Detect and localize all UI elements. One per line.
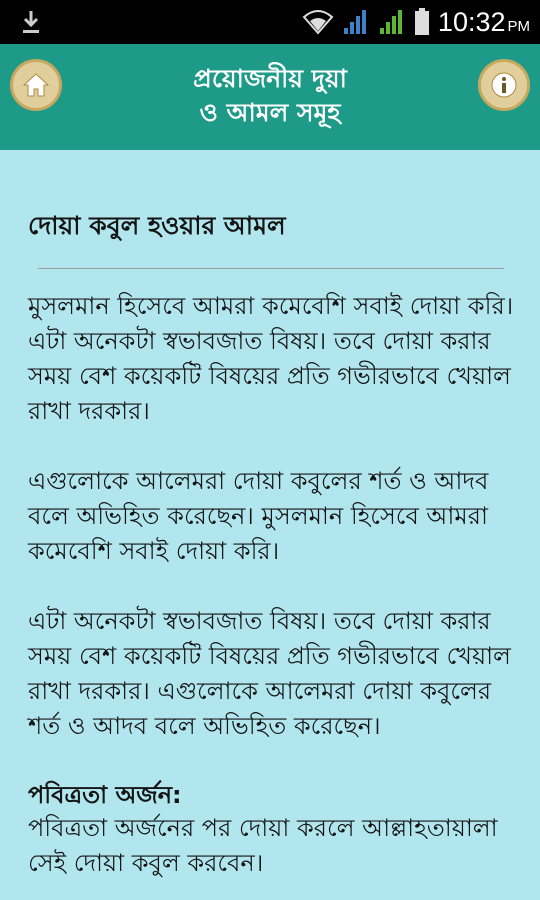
info-icon bbox=[490, 71, 518, 99]
app-bar bbox=[0, 44, 540, 150]
battery-icon bbox=[414, 8, 430, 36]
article-content[interactable] bbox=[0, 150, 540, 900]
signal-icon bbox=[342, 8, 370, 36]
home-icon bbox=[22, 72, 50, 98]
divider bbox=[38, 268, 504, 269]
info-button[interactable] bbox=[478, 59, 530, 111]
signal-icon bbox=[378, 8, 406, 36]
status-bar bbox=[0, 0, 540, 44]
title-line-1: প্রয়োজনীয় দুয়া bbox=[193, 64, 347, 93]
section-heading: পবিত্রতা অর্জন: bbox=[28, 781, 182, 809]
article-paragraph: এটা অনেকটা স্বভাবজাত বিষয়। তবে দোয়া করার সময় বেশ কয়েকটি বিষয়ের প্রতি গভীরভাবে খেয়াল রাখা দরকার। এগুলোকে আলেমরা দোয়া কবুলের শর্ত ও আদব বলে অভিহিত করেছেন। bbox=[28, 607, 511, 740]
page-title bbox=[90, 62, 450, 130]
download-icon bbox=[20, 9, 42, 35]
article-paragraph: মুসলমান হিসেবে আমরা কমেবেশি সবাই দোয়া করি। এটা অনেকটা স্বভাবজাত বিষয়। তবে দোয়া করার সময় বেশ কয়েকটি বিষয়ের প্রতি গভীরভাবে খেয়াল রাখা দরকার। bbox=[28, 292, 514, 425]
home-button[interactable] bbox=[10, 59, 62, 111]
wifi-icon bbox=[302, 9, 334, 35]
status-time: 10:32 PM bbox=[437, 6, 530, 37]
article-paragraph: এগুলোকে আলেমরা দোয়া কবুলের শর্ত ও আদব বলে অভিহিত করেছেন। মুসলমান হিসেবে আমরা কমেবেশি সবাই দোয়া করি। bbox=[28, 467, 489, 565]
title-line-2: ও আমল সমূহ bbox=[199, 98, 341, 127]
section-text: পবিত্রতা অর্জনের পর দোয়া করলে আল্লাহতায়ালা সেই দোয়া কবুল করবেন। bbox=[28, 814, 498, 877]
article-title: দোয়া কবুল হওয়ার আমল bbox=[28, 211, 286, 240]
